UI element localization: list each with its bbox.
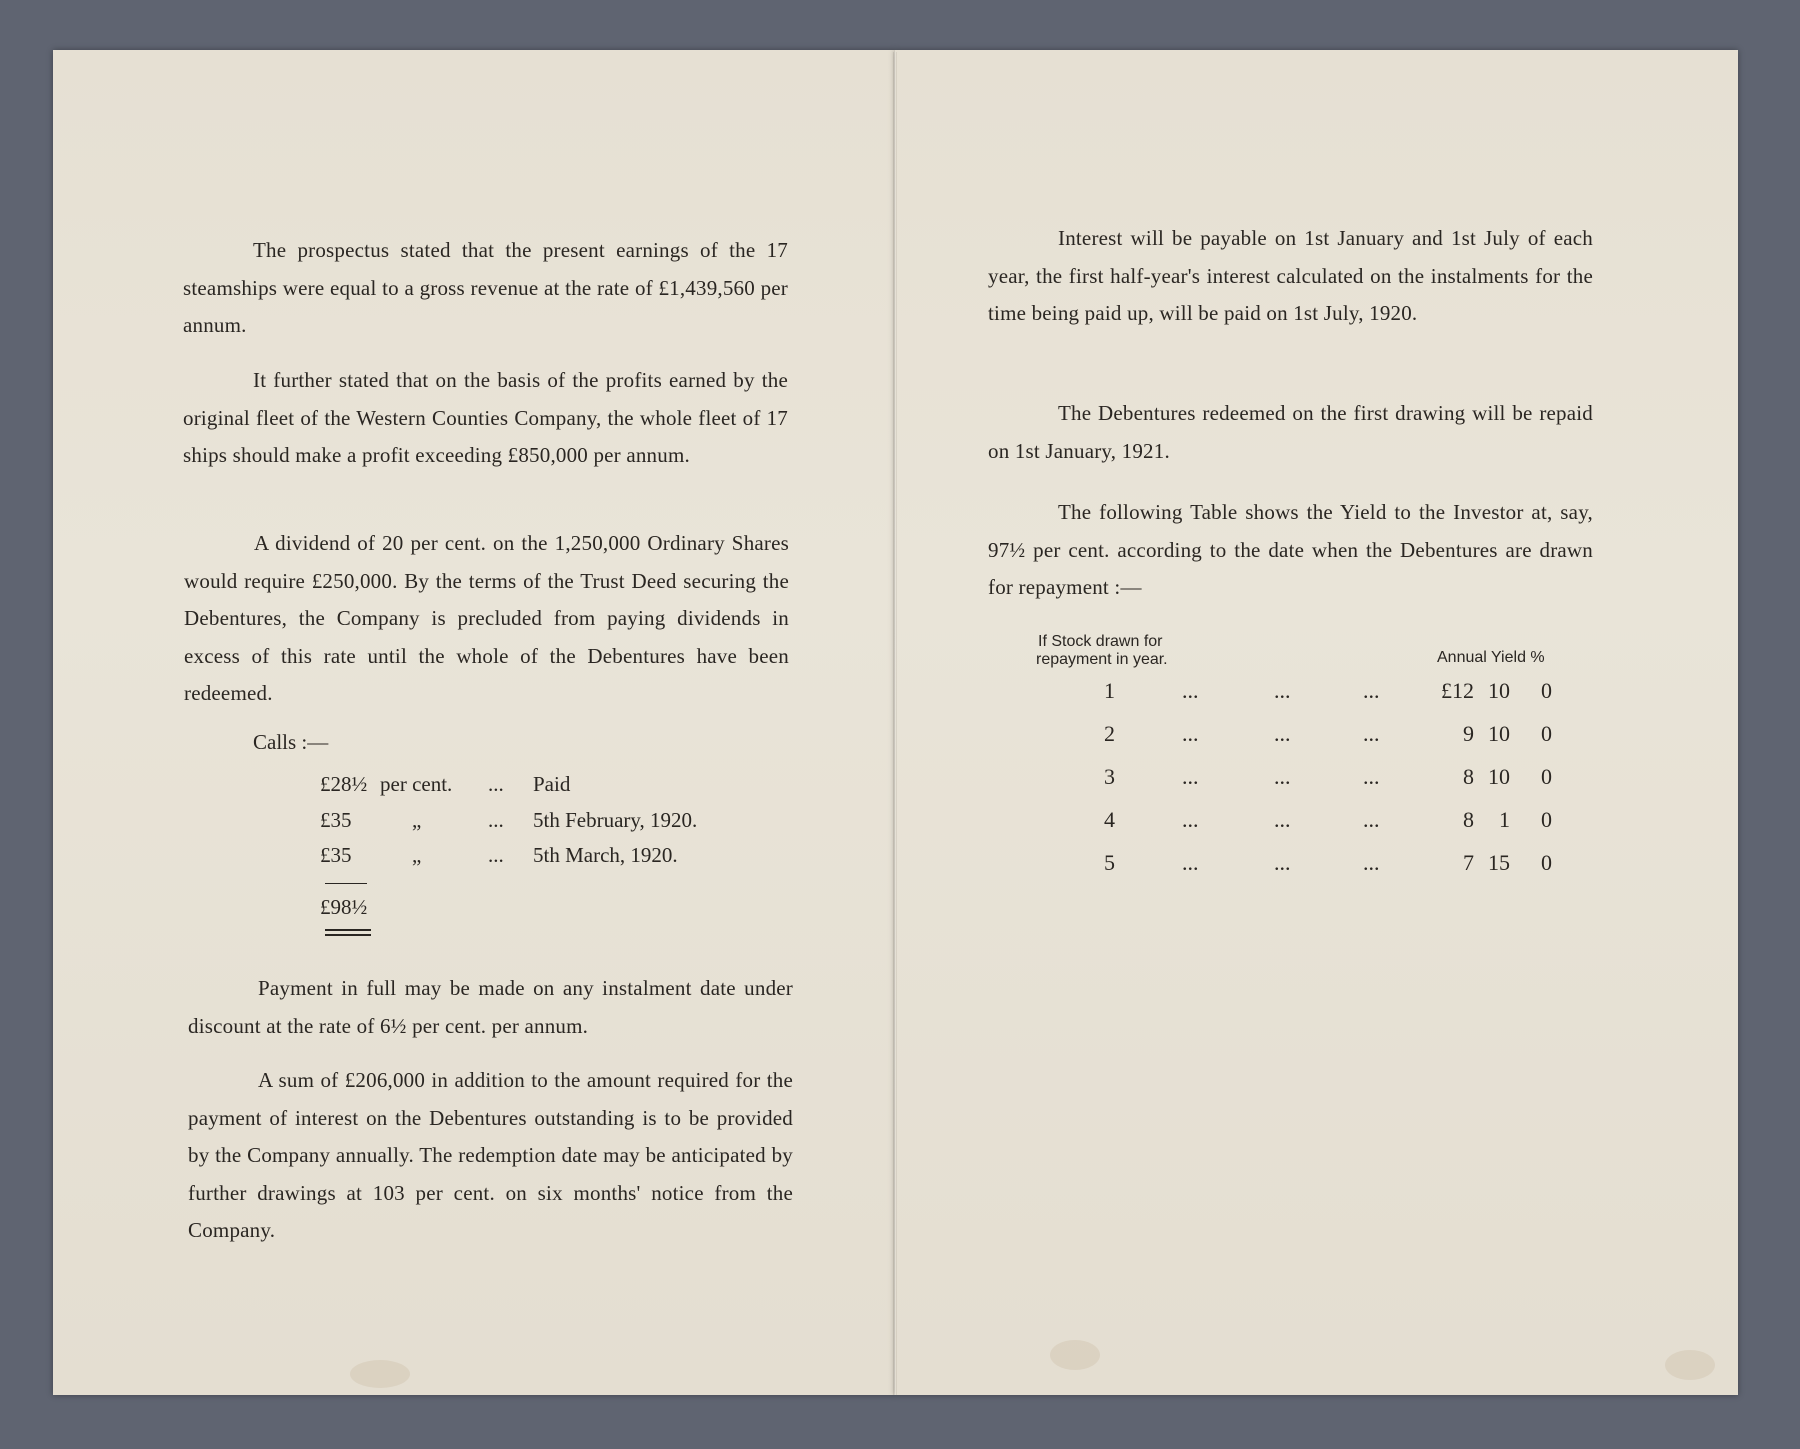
calls-total-amount: £98½ [320,895,368,919]
yield-pounds: 9 [1463,721,1474,746]
left-paragraph-3 [184,525,789,713]
left-paragraph-2 [183,362,788,475]
leader-dots: ... [1274,850,1291,875]
calls-total [320,895,740,929]
paper-stain [1665,1350,1715,1380]
left-paragraph-4 [188,970,793,1045]
year-cell: 1 [1104,678,1115,703]
leader-dots: ... [1363,678,1380,703]
yield-table-row [1030,678,1590,716]
calls-heading: Calls :— [253,730,329,754]
paragraph-text: It further stated that on the basis of the profits earned by the original fleet of the Western Counties Company, the whole fleet of 17 ships should make a profit exceeding £850,000 per annum. [183,368,788,467]
yield-pounds: £12 [1441,678,1474,703]
leader-dots: ... [1182,721,1199,746]
paragraph-text: A dividend of 20 per cent. on the 1,250,000 Ordinary Shares would require £250,000. By the terms of the Trust Deed securing the Debentures, the Company is precluded from paying dividends in excess of this rate until the whole of the Debentures have been redeemed. [184,531,789,705]
year-cell: 2 [1104,721,1115,746]
right-paragraph-2 [988,395,1593,470]
leader-dots: ... [1274,807,1291,832]
right-paragraph-1 [988,220,1593,333]
page-fold [893,52,897,1395]
year-cell: 3 [1104,764,1115,789]
leader-dots: ... [1363,721,1380,746]
call-dots: ... [488,843,504,867]
total-rule [325,883,367,884]
call-unit: „ [412,843,422,867]
call-unit: „ [412,808,422,832]
leader-dots: ... [1363,850,1380,875]
header-line: If Stock drawn for [1038,633,1163,650]
yield-shillings: 1 [1499,807,1510,832]
leader-dots: ... [1363,807,1380,832]
yield-table-yield-header: Annual Yield % [1437,649,1545,666]
yield-table-row [1030,850,1590,888]
yield-pounds: 8 [1463,764,1474,789]
call-amount: £28½ [320,772,368,796]
leader-dots: ... [1182,764,1199,789]
yield-pounds: 7 [1463,850,1474,875]
yield-pounds: 8 [1463,807,1474,832]
call-date: 5th March, 1920. [533,843,678,867]
paragraph-text: The Debentures redeemed on the first drawing will be repaid on 1st January, 1921. [988,401,1593,463]
yield-pence: 0 [1541,764,1552,789]
yield-table-year-header [1036,633,1168,669]
leader-dots: ... [1182,850,1199,875]
call-row [320,772,740,806]
yield-table-row [1030,807,1590,845]
left-paragraph-1 [183,232,788,345]
paragraph-text: The prospectus stated that the present earnings of the 17 steamships were equal to a gross revenue at the rate of £1,439,560 per annum. [183,238,788,337]
yield-shillings: 10 [1488,721,1510,746]
call-row [320,808,740,842]
yield-pence: 0 [1541,678,1552,703]
yield-pence: 0 [1541,850,1552,875]
leader-dots: ... [1274,678,1291,703]
left-paragraph-5 [188,1062,793,1250]
header-line: repayment in year. [1036,651,1168,668]
yield-pence: 0 [1541,721,1552,746]
yield-table-row [1030,764,1590,802]
paragraph-text: Payment in full may be made on any instalment date under discount at the rate of 6½ per cent. per annum. [188,976,793,1038]
leader-dots: ... [1363,764,1380,789]
call-row [320,843,740,877]
leader-dots: ... [1274,764,1291,789]
leader-dots: ... [1274,721,1291,746]
right-paragraph-3 [988,494,1593,607]
yield-pence: 0 [1541,807,1552,832]
call-unit: per cent. [380,772,453,796]
leader-dots: ... [1182,807,1199,832]
call-amount: £35 [320,808,352,832]
paragraph-text: The following Table shows the Yield to the Investor at, say, 97½ per cent. according to the date when the Debentures are drawn for repayment :— [988,500,1593,599]
leader-dots: ... [1182,678,1199,703]
paragraph-text: Interest will be payable on 1st January and 1st July of each year, the first half-year's interest calculated on the instalments for the time being paid up, will be paid on 1st July, 1920. [988,226,1593,325]
yield-shillings: 10 [1488,678,1510,703]
paragraph-text: A sum of £206,000 in addition to the amount required for the payment of interest on the Debentures outstanding is to be provided by the Company annually. The redemption date may be anticipated by further drawings at 103 per cent. on six months' notice from the Company. [188,1068,793,1242]
paper-stain [1050,1340,1100,1370]
total-double-rule [325,929,371,931]
call-dots: ... [488,808,504,832]
total-double-rule [325,934,371,936]
call-dots: ... [488,772,504,796]
call-date: Paid [533,772,571,796]
year-cell: 5 [1104,850,1115,875]
call-amount: £35 [320,843,352,867]
yield-shillings: 15 [1488,850,1510,875]
year-cell: 4 [1104,807,1115,832]
yield-table-row [1030,721,1590,759]
yield-shillings: 10 [1488,764,1510,789]
call-date: 5th February, 1920. [533,808,698,832]
paper-stain [350,1360,410,1388]
